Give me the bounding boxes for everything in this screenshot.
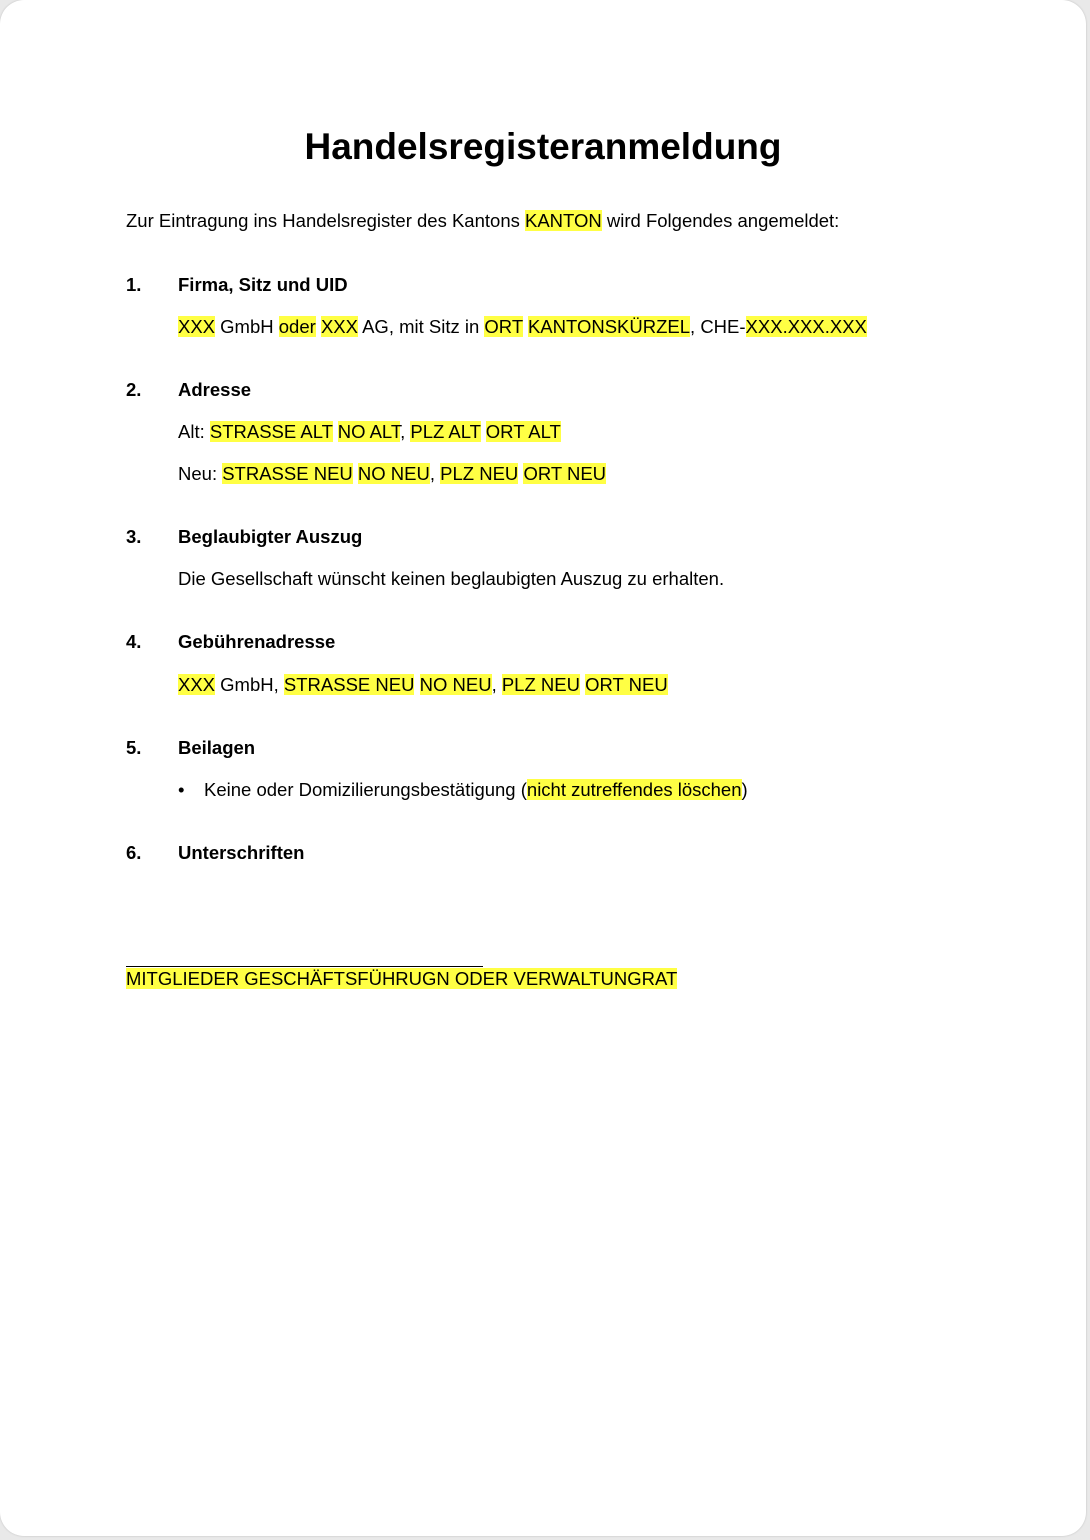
text: Neu: — [178, 463, 223, 484]
placeholder-no-neu: NO NEU — [419, 674, 492, 695]
text: Keine oder Domizilierungsbestätigung ( — [204, 779, 527, 800]
section-heading-adresse: Adresse — [178, 379, 252, 400]
section-heading-gebuehrenadresse: Gebührenadresse — [178, 631, 336, 652]
text: , — [491, 674, 502, 695]
placeholder-kantonskuerzel: KANTONSKÜRZEL — [527, 316, 691, 337]
placeholder-strasse-neu: STRASSE NEU — [222, 463, 353, 484]
text: , — [400, 421, 411, 442]
signature-label — [126, 967, 677, 991]
section-heading-beilagen: Beilagen — [178, 737, 256, 758]
section-number: 6. — [126, 842, 142, 863]
document-title: Handelsregisteranmeldung — [304, 126, 782, 167]
bullet-icon: • — [178, 779, 185, 800]
placeholder-hint: nicht zutreffendes löschen — [526, 779, 742, 800]
section-number: 1. — [126, 274, 142, 295]
text: Alt: — [178, 421, 210, 442]
address-new-line — [178, 462, 606, 486]
placeholder-ort-neu: ORT NEU — [523, 463, 607, 484]
text — [414, 674, 419, 695]
placeholder-firma: XXX — [320, 316, 358, 337]
intro-text: Zur Eintragung ins Handelsregister des Kantons — [126, 210, 525, 231]
placeholder-plz-neu: PLZ NEU — [501, 674, 580, 695]
placeholder-plz-alt: PLZ ALT — [410, 421, 481, 442]
text: ) — [741, 779, 748, 800]
placeholder-plz-neu: PLZ NEU — [440, 463, 519, 484]
address-old-line — [178, 420, 561, 444]
placeholder-firma: XXX — [178, 316, 216, 337]
section-heading-auszug: Beglaubigter Auszug — [178, 526, 363, 547]
section-heading-firma: Firma, Sitz und UID — [178, 274, 348, 295]
placeholder-uid: XXX.XXX.XXX — [745, 316, 867, 337]
section-number: 4. — [126, 631, 142, 652]
text: , CHE- — [690, 316, 746, 337]
placeholder-kanton: KANTON — [525, 210, 602, 231]
placeholder-no-neu: NO NEU — [357, 463, 430, 484]
section-heading-unterschriften: Unterschriften — [178, 842, 305, 863]
section-number: 2. — [126, 379, 142, 400]
placeholder-strasse-neu: STRASSE NEU — [283, 674, 415, 695]
gebuehrenadresse-line — [178, 673, 668, 697]
placeholder-firma: XXX — [178, 674, 216, 695]
text: AG, mit Sitz in — [357, 316, 485, 337]
section-number: 3. — [126, 526, 142, 547]
text: GmbH — [215, 316, 279, 337]
placeholder-no-alt: NO ALT — [337, 421, 401, 442]
beilagen-item — [204, 778, 748, 802]
intro-paragraph — [126, 209, 839, 233]
placeholder-ort: ORT — [484, 316, 523, 337]
placeholder-ort-neu: ORT NEU — [585, 674, 668, 695]
placeholder-ort-alt: ORT ALT — [485, 421, 561, 442]
placeholder-strasse-alt: STRASSE ALT — [209, 421, 333, 442]
text: , — [429, 463, 441, 484]
text: GmbH, — [215, 674, 284, 695]
placeholder-oder: oder — [278, 316, 316, 337]
placeholder-signatories: MITGLIEDER GESCHÄFTSFÜHRUGN ODER VERWALTUNGRAT — [126, 968, 678, 989]
intro-text: wird Folgendes angemeldet: — [601, 210, 840, 231]
text — [333, 421, 338, 442]
firma-line — [178, 315, 867, 339]
auszug-text: Die Gesellschaft wünscht keinen beglaubigten Auszug zu erhalten. — [178, 568, 725, 589]
section-number: 5. — [126, 737, 142, 758]
